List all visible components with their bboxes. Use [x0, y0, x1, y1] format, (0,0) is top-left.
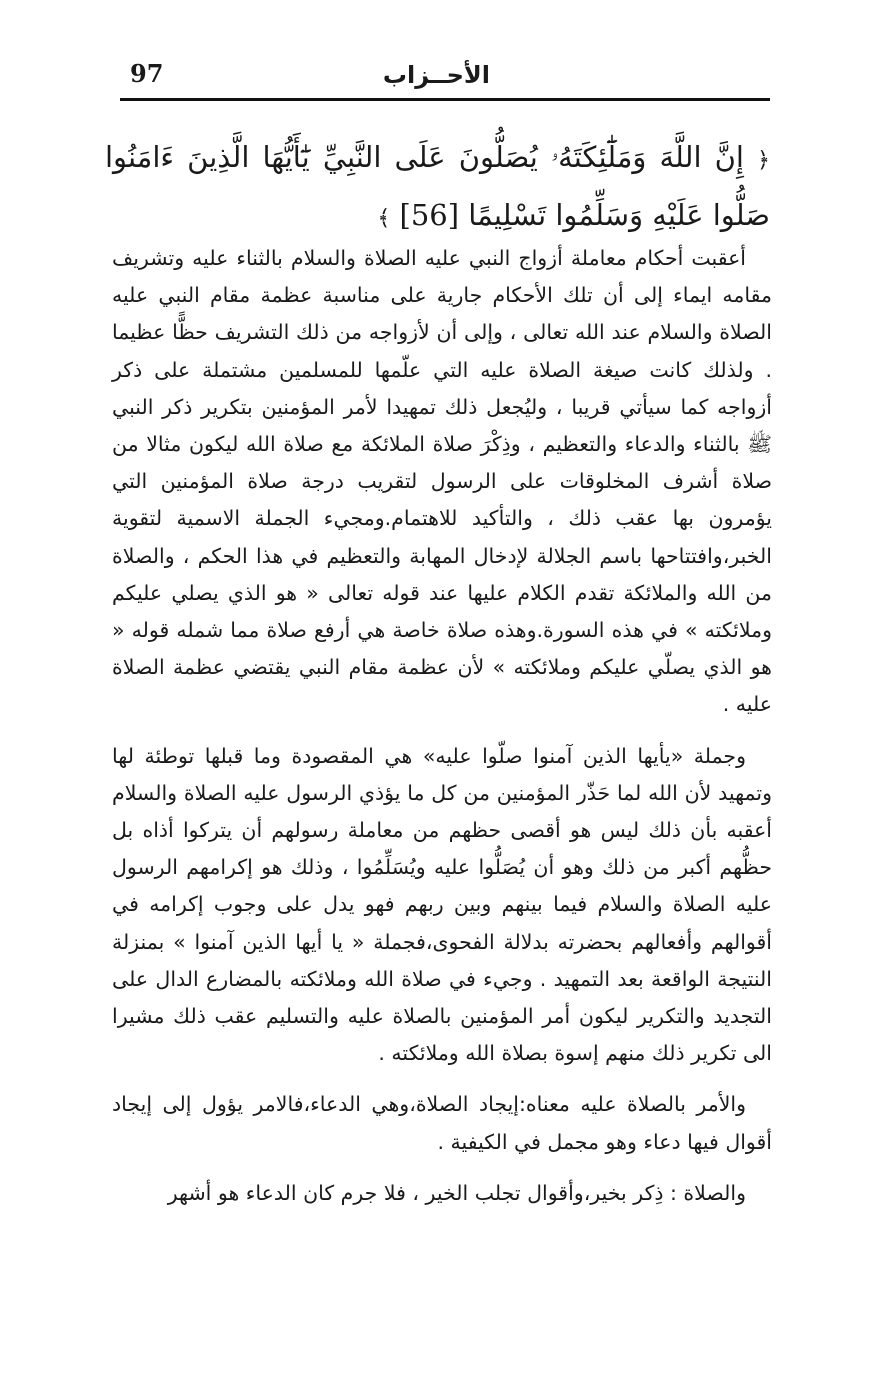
verse-open-bracket: ﴿ [757, 148, 771, 173]
verse-close-bracket: ﴾ [377, 206, 391, 231]
verse-text: إِنَّ اللَّهَ وَمَلَٰٓئِكَتَهُۥ يُصَلُّونَ عَلَى النَّبِيِّ يَٰٓأَيُّهَا الَّذِينَ ءَامَنُوا صَلُّوا عَلَيْهِ وَسَلِّمُوا تَسْلِيمًا [56] [105, 140, 770, 232]
commentary-paragraph: والصلاة : ذِكر بخير،وأقوال تجلب الخير ، فلا جرم كان الدعاء هو أشهر [167, 1180, 746, 1205]
commentary-paragraph: أعقبت أحكام معاملة أزواج النبي عليه الصلاة والسلام بالثناء عليه وتشريف مقامه ايماء إلى أن تلك الأحكام جارية على مناسبة عظمة مقام النبي عليه الصلاة والسلام عند الله تعالى ، وإلى أن لأزواجه من ذلك التشريف حظًّا عظيما . ولذلك كانت صيغة الصلاة عليه التي علّمها للمسلمين مشتملة على ذكر أزواجه كما سيأتي قريبا ، وليُجعل ذلك تمهيدا لأمر المؤمنين بتكرير ذكر النبي ﷺ بالثناء والدعاء والتعظيم ، وذِكْرَ صلاة الملائكة مع صلاة الله ليكون مثالا من صلاة أشرف المخلوقات على الرسول لتقريب درجة صلاة المؤمنين التي يؤمرون بها عقب ذلك ، والتأكيد للاهتمام.ومجيء الجملة الاسمية لتقوية الخبر،وافتتاحها باسم الجلالة لإدخال المهابة والتعظيم في هذا الحكم ، والصلاة من الله والملائكة تقدم الكلام عليها عند قوله تعالى « هو الذي يصلي عليكم وملائكته » في هذه السورة.وهذه صلاة خاصة هي أرفع صلاة مما شمله قوله « هو الذي يصلّي عليكم وملائكته » لأن عظمة مقام النبي يقتضي عظمة الصلاة عليه . [112, 246, 772, 717]
header-divider [120, 98, 770, 101]
quran-verse [105, 130, 770, 246]
running-title: الأحــزاب [382, 61, 490, 89]
commentary-paragraph: وجملة «يأيها الذين آمنوا صلّوا عليه» هي المقصودة وما قبلها توطئة لها وتمهيد لأن الله لما حَذّر المؤمنين من كل ما يؤذي الرسول عليه الصلاة والسلام أعقبه بأن ذلك ليس هو أقصى حظهم من معاملة رسولهم أن يتركوا أذاه بل حظُّهم أكبر من ذلك وهو أن يُصَلُّوا عليه ويُسَلِّمُوا ، وذلك هو إكرامهم الرسول عليه الصلاة والسلام فيما بينهم وبين ربهم فهو يدل على وجوب إكرامه في أقوالهم وأفعالهم بحضرته بدلالة الفحوى،فجملة « يا أيها الذين آمنوا » بمنزلة النتيجة الواقعة بعد التمهيد . وجيء في صلاة الله وملائكته بالمضارع الدال على التجديد والتكرير ليكون أمر المؤمنين بالصلاة عليه والتسليم عقب ذلك مشيرا الى تكرير ذلك منهم إسوة بصلاة الله وملائكته . [112, 743, 772, 1066]
commentary-paragraph: والأمر بالصلاة عليه معناه:إيجاد الصلاة،وهي الدعاء،فالامر يؤول إلى إيجاد أقوال فيها دعاء وهو مجمل في الكيفية . [112, 1092, 772, 1154]
commentary-body [112, 240, 772, 1224]
page-number: 97 [130, 59, 164, 88]
page-header [120, 55, 770, 97]
